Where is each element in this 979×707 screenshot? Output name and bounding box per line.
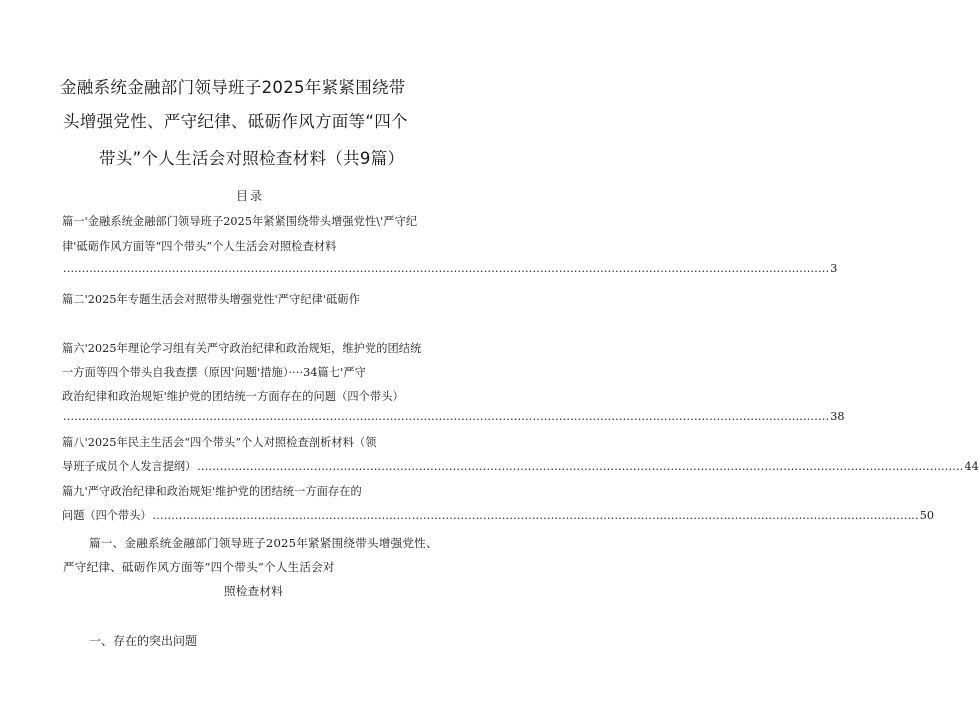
document-title-line-1: 金融系统金融部门领导班子2025年紧紧围绕带	[60, 78, 406, 97]
toc-dot-leader: ............................................................................................................................................................................................................	[152, 509, 919, 522]
toc-entry-1-leader[interactable]	[62, 262, 838, 275]
toc-entry-5-line-1[interactable]: 篇九'严守政治纪律和政治规矩'维护党的团结统一方面存在的	[62, 485, 362, 498]
toc-entry-3-line-3[interactable]: 政治纪律和政治规矩'维护党的团结统一方面存在的问题（四个带头）	[62, 390, 404, 403]
toc-entry-4-line-1[interactable]: 篇八'2025年民主生活会“四个带头”个人对照检查剖析材料（领	[62, 436, 377, 449]
toc-entry-1-line-1[interactable]: 篇一'金融系统金融部门领导班子2025年紧紧围绕带头增强党性\'严守纪	[62, 215, 418, 228]
document-title-line-2: 头增强党性、严守纪律、砥砺作风方面等“四个	[63, 112, 408, 131]
toc-dot-leader: ............................................................................................................................................................................................................	[63, 410, 830, 423]
toc-entry-1-page: 3	[830, 262, 838, 275]
section-title-line-2: 严守纪律、砥砺作风方面等“四个带头”个人生活会对	[63, 560, 335, 574]
toc-entry-1-line-2[interactable]: 律'砥砺作风方面等“四个带头”个人生活会对照检查材料	[62, 240, 337, 253]
toc-dot-leader: ............................................................................................................................................................................................................	[63, 262, 830, 275]
section-title-line-1: 篇一、金融系统金融部门领导班子2025年紧紧围绕带头增强党性、	[89, 536, 438, 550]
section-title-line-3: 照检查材料	[224, 584, 283, 598]
toc-entry-4-line-2-text: 导班子成员个人发言提纲）	[62, 460, 197, 473]
toc-entry-2-line-1[interactable]: 篇二'2025年专题生活会对照带头增强党性'严守纪律'砥砺作	[62, 293, 361, 306]
document-title-line-3: 带头”个人生活会对照检查材料（共9篇）	[99, 149, 405, 168]
toc-entry-3-leader[interactable]	[62, 410, 845, 423]
toc-entry-5-page: 50	[919, 509, 935, 522]
toc-entry-4-line-2[interactable]	[62, 458, 979, 474]
toc-entry-4-page: 44	[964, 460, 979, 473]
sub-heading: 一、存在的突出问题	[89, 634, 198, 648]
toc-dot-leader: ............................................................................................................................................................................................................	[197, 460, 964, 473]
toc-entry-5-line-2-text: 问题（四个带头）	[62, 509, 152, 522]
toc-entry-5-line-2[interactable]	[62, 507, 935, 523]
toc-entry-3-page: 38	[830, 410, 845, 423]
toc-entry-3-line-2[interactable]: 一方面等四个带头自我查摆（原因'问题'措施）····34篇七'严守	[62, 366, 366, 379]
toc-heading: 目录	[235, 189, 264, 203]
toc-entry-3-line-1[interactable]: 篇六'2025年理论学习组有关严守政治纪律和政治规矩，维护党的团结统	[62, 342, 422, 355]
